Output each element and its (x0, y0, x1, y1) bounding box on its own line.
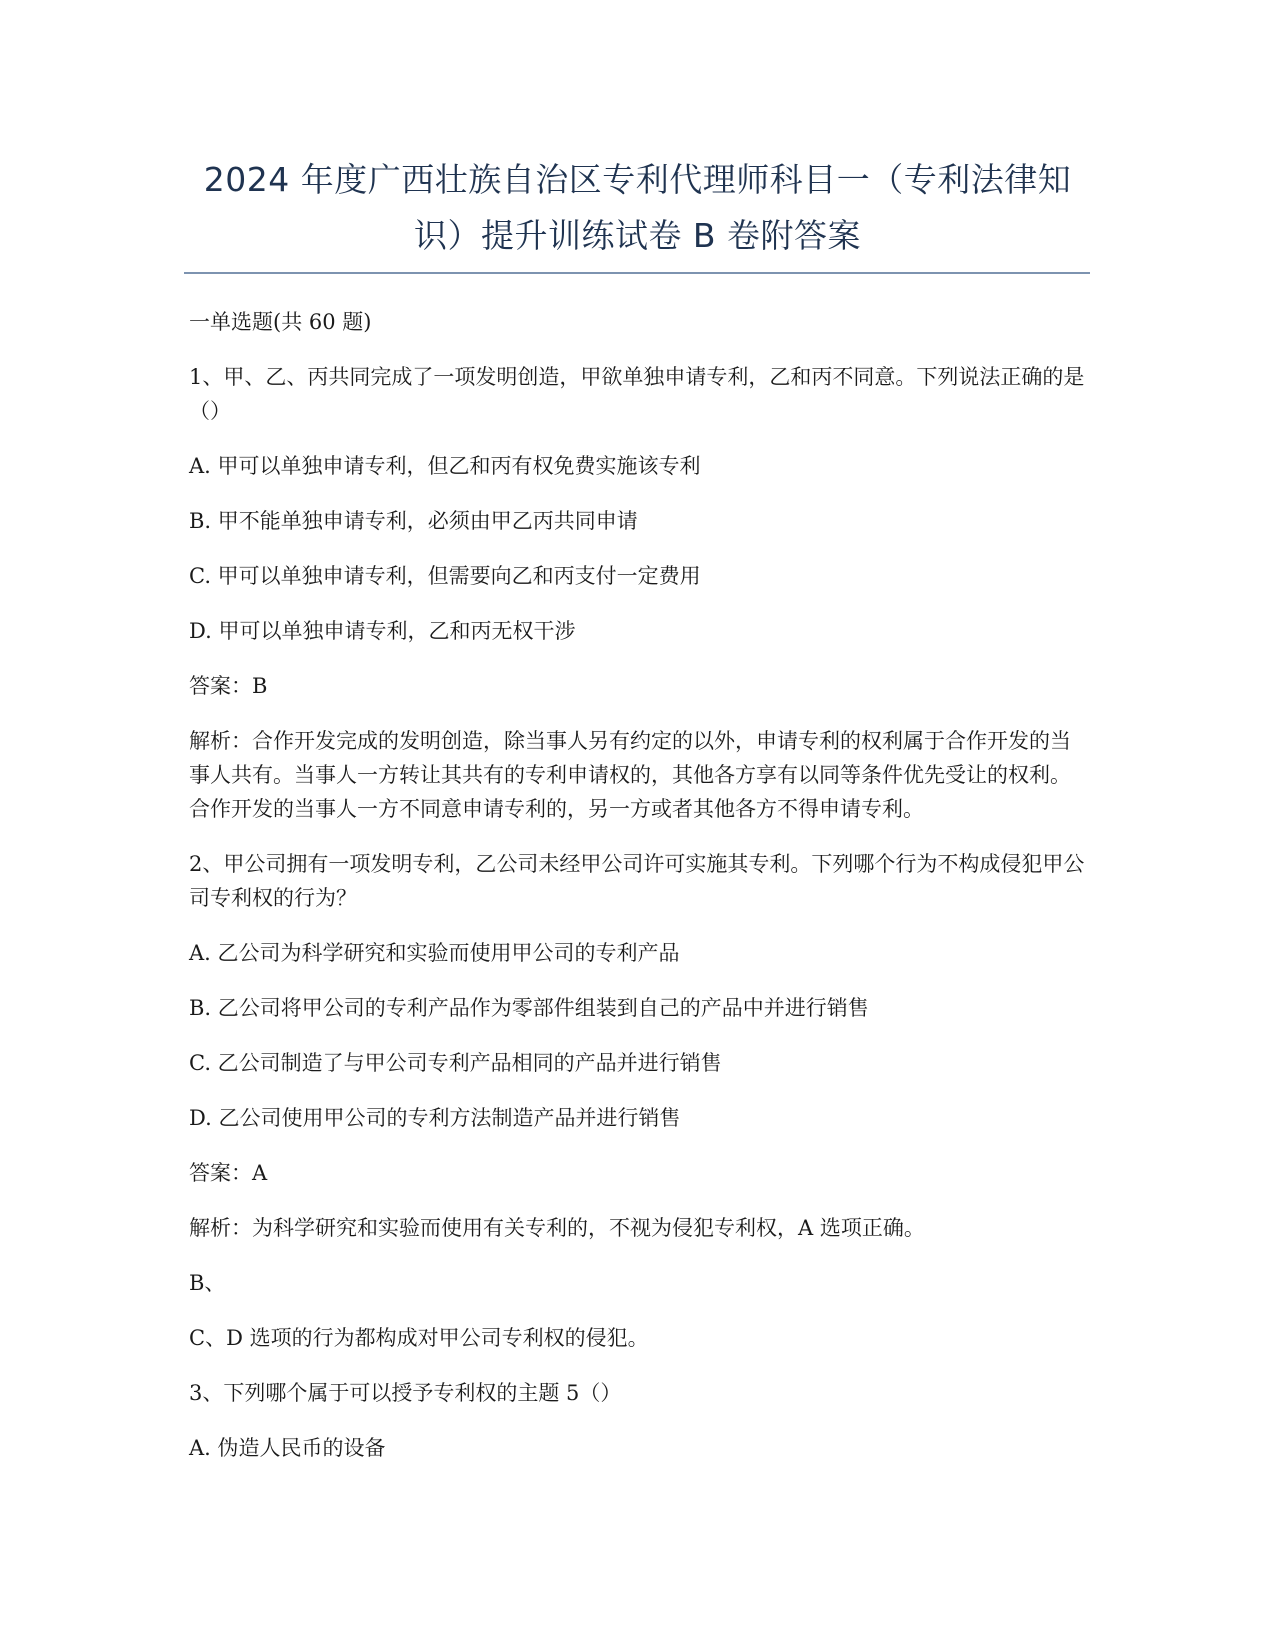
question-1: 1、甲、乙、丙共同完成了一项发明创造，甲欲单独申请专利，乙和丙不同意。下列说法正确的是（） (189, 365, 1085, 423)
q2-option-d: D. 乙公司使用甲公司的专利方法制造产品并进行销售 (189, 1106, 681, 1130)
document-title (180, 152, 1095, 264)
q2-explanation-cd: C、D 选项的行为都构成对甲公司专利权的侵犯。 (189, 1326, 649, 1350)
q2-option-b: B. 乙公司将甲公司的专利产品作为零部件组装到自己的产品中并进行销售 (189, 996, 869, 1020)
q1-option-a: A. 甲可以单独申请专利，但乙和丙有权免费实施该专利 (189, 454, 701, 478)
q1-option-d: D. 甲可以单独申请专利，乙和丙无权干涉 (189, 619, 576, 643)
q3-option-a: A. 伪造人民币的设备 (189, 1436, 386, 1460)
question-3: 3、下列哪个属于可以授予专利权的主题 5（） (189, 1381, 622, 1405)
q1-answer: 答案：B (189, 674, 268, 698)
q2-option-c: C. 乙公司制造了与甲公司专利产品相同的产品并进行销售 (189, 1051, 722, 1075)
title-line-2: 识）提升训练试卷 B 卷附答案 (413, 216, 862, 255)
q1-option-b: B. 甲不能单独申请专利，必须由甲乙丙共同申请 (189, 509, 638, 533)
q2-explanation: 解析：为科学研究和实验而使用有关专利的，不视为侵犯专利权，A 选项正确。 (189, 1216, 925, 1240)
title-divider (184, 272, 1090, 274)
q2-explanation-b: B、 (189, 1271, 226, 1295)
q2-option-a: A. 乙公司为科学研究和实验而使用甲公司的专利产品 (189, 941, 680, 965)
q1-option-c: C. 甲可以单独申请专利，但需要向乙和丙支付一定费用 (189, 564, 701, 588)
q2-answer: 答案：A (189, 1161, 268, 1185)
q1-explanation: 解析：合作开发完成的发明创造，除当事人另有约定的以外，申请专利的权利属于合作开发的当事人共有。当事人一方转让其共有的专利申请权的，其他各方享有以同等条件优先受让的权利。合作开发的当事人一方不同意申请专利的，另一方或者其他各方不得申请专利。 (189, 729, 1071, 821)
title-line-1: 2024 年度广西壮族自治区专利代理师科目一（专利法律知 (203, 160, 1072, 199)
section-heading: 一单选题(共 60 题) (189, 310, 372, 334)
document-body (189, 305, 1089, 1486)
question-2: 2、甲公司拥有一项发明专利，乙公司未经甲公司许可实施其专利。下列哪个行为不构成侵犯甲公司专利权的行为？ (189, 852, 1085, 910)
